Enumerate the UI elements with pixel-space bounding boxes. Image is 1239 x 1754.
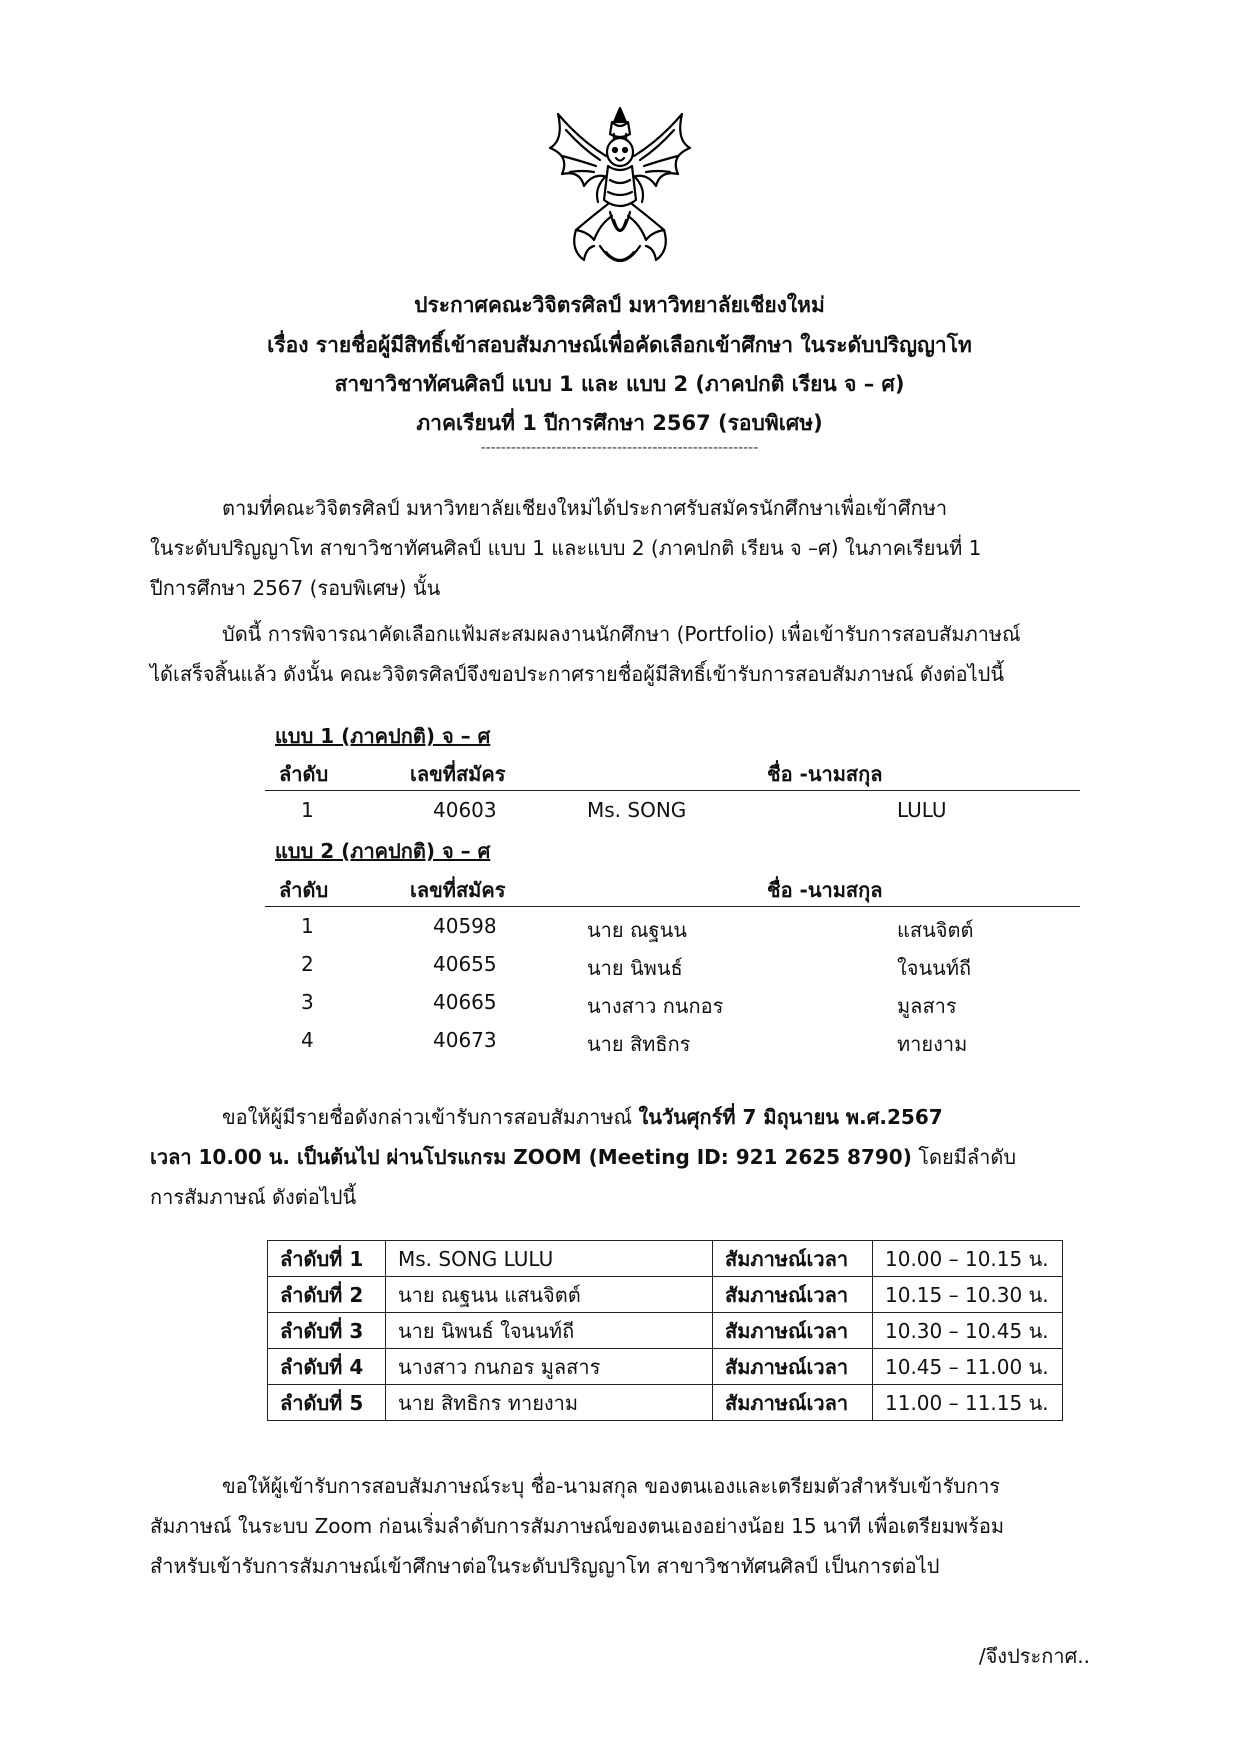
schedule-label: สัมภาษณ์เวลา [713,1313,873,1349]
garuda-emblem-icon [540,100,700,280]
list-item [265,946,1080,984]
schedule-label: สัมภาษณ์เวลา [713,1277,873,1313]
table-row [268,1277,1063,1313]
row-last-name: ใจนนท์ถี [897,956,972,980]
row-first-name: Ms. SONG [587,798,687,822]
row-order: 4 [301,1028,314,1052]
interview-line-2 [150,1137,1090,1177]
interview-line-1-text: ขอให้ผู้มีรายชื่อดังกล่าวเข้ารับการสอบสัมภาษณ์ [222,1105,639,1129]
schedule-time: 11.00 – 11.15 น. [873,1385,1063,1421]
announce-line-2: ได้เสร็จสิ้นแล้ว ดังนั้น คณะวิจิตรศิลป์จึงขอประกาศรายชื่อผู้มีสิทธิ์เข้ารับการสอบสัมภาษณ์ ดังต่อไปนี้ [150,662,1005,686]
schedule-time: 10.15 – 10.30 น. [873,1277,1063,1313]
column-full-name: ชื่อ -นามสกุล [767,762,883,786]
announcement-program: สาขาวิชาทัศนศิลป์ แบบ 1 และ แบบ 2 (ภาคปกติ เรียน จ – ศ) [334,372,905,396]
schedule-time: 10.00 – 10.15 น. [873,1241,1063,1277]
intro-line-1: ตามที่คณะวิจิตรศิลป์ มหาวิทยาลัยเชียงใหม่ได้ประกาศรับสมัครนักศึกษาเพื่อเข้าศึกษา [222,496,948,520]
column-application-no: เลขที่สมัคร [410,762,506,786]
announce-paragraph [150,614,1090,694]
list-item [265,908,1080,946]
column-full-name: ชื่อ -นามสกุล [767,878,883,902]
row-application-no: 40665 [433,990,497,1014]
schedule-name: Ms. SONG LULU [386,1241,713,1277]
schedule-name: นาย นิพนธ์ ใจนนท์ถี [386,1313,713,1349]
schedule-label: สัมภาษณ์เวลา [713,1349,873,1385]
interview-schedule-table [267,1240,1063,1421]
page-continuation: /จึงประกาศ.. [978,1644,1090,1668]
row-application-no: 40598 [433,914,497,938]
announcement-subject: เรื่อง รายชื่อผู้มีสิทธิ์เข้าสอบสัมภาษณ์เพื่อคัดเลือกเข้าศึกษา ในระดับปริญญาโท [267,333,972,357]
row-last-name: มูลสาร [897,994,957,1018]
list-item [265,984,1080,1022]
instructions-paragraph [150,1466,1090,1586]
list-item [265,792,1080,830]
plan1-header-row [265,752,1080,791]
schedule-order: ลำดับที่ 2 [268,1277,386,1313]
row-first-name: นาย นิพนธ์ [587,956,683,980]
schedule-name: นาย สิทธิกร ทายงาม [386,1385,713,1421]
row-last-name: LULU [897,798,947,822]
row-order: 1 [301,914,314,938]
row-order: 3 [301,990,314,1014]
schedule-order: ลำดับที่ 5 [268,1385,386,1421]
intro-line-3: ปีการศึกษา 2567 (รอบพิเศษ) นั้น [150,576,441,600]
instructions-line-1: ขอให้ผู้เข้ารับการสอบสัมภาษณ์ระบุ ชื่อ-นามสกุล ของตนเองและเตรียมตัวสำหรับเข้ารับการ [222,1474,1001,1498]
interview-line-2-text: โดยมีลำดับ [911,1145,1017,1169]
schedule-name: นาย ณฐนน แสนจิตต์ [386,1277,713,1313]
column-order: ลำดับ [279,878,329,902]
schedule-time: 10.30 – 10.45 น. [873,1313,1063,1349]
intro-paragraph [150,488,1090,608]
schedule-order: ลำดับที่ 3 [268,1313,386,1349]
header-divider: ------------------------------------------------------- [480,440,759,456]
column-order: ลำดับ [279,762,329,786]
announcement-title: ประกาศคณะวิจิตรศิลป์ มหาวิทยาลัยเชียงใหม่ [414,293,825,317]
intro-line-2: ในระดับปริญญาโท สาขาวิชาทัศนศิลป์ แบบ 1 และแบบ 2 (ภาคปกติ เรียน จ –ศ) ในภาคเรียนที่ 1 [150,536,982,560]
row-last-name: ทายงาม [897,1032,968,1056]
row-application-no: 40603 [433,798,497,822]
table-row [268,1349,1063,1385]
interview-paragraph [150,1097,1090,1217]
row-application-no: 40673 [433,1028,497,1052]
schedule-label: สัมภาษณ์เวลา [713,1385,873,1421]
interview-time-zoom: เวลา 10.00 น. เป็นต้นไป ผ่านโปรแกรม ZOOM (Meeting ID: 921 2625 8790) [150,1145,912,1169]
schedule-order: ลำดับที่ 1 [268,1241,386,1277]
row-first-name: นางสาว กนกอร [587,994,724,1018]
announcement-semester: ภาคเรียนที่ 1 ปีการศึกษา 2567 (รอบพิเศษ) [416,411,823,435]
instructions-line-2: สัมภาษณ์ ในระบบ Zoom ก่อนเริ่มลำดับการสัมภาษณ์ของตนเองอย่างน้อย 15 นาที เพื่อเตรียมพร้อม [150,1514,1005,1538]
instructions-line-3: สำหรับเข้ารับการสัมภาษณ์เข้าศึกษาต่อในระดับปริญญาโท สาขาวิชาทัศนศิลป์ เป็นการต่อไป [150,1554,940,1578]
row-first-name: นาย สิทธิกร [587,1032,691,1056]
row-last-name: แสนจิตต์ [897,918,974,942]
interview-line-3: การสัมภาษณ์ ดังต่อไปนี้ [150,1185,357,1209]
plan2-header-row [265,868,1080,907]
table-row [268,1385,1063,1421]
schedule-order: ลำดับที่ 4 [268,1349,386,1385]
row-first-name: นาย ณฐนน [587,918,687,942]
row-order: 2 [301,952,314,976]
interview-line-1 [150,1097,1090,1137]
table-row [268,1241,1063,1277]
plan1-title: แบบ 1 (ภาคปกติ) จ – ศ [275,724,491,748]
table-row [268,1313,1063,1349]
column-application-no: เลขที่สมัคร [410,878,506,902]
interview-date: ในวันศุกร์ที่ 7 มิถุนายน พ.ศ.2567 [638,1105,943,1129]
announce-line-1: บัดนี้ การพิจารณาคัดเลือกแฟ้มสะสมผลงานนักศึกษา (Portfolio) เพื่อเข้ารับการสอบสัมภาษณ์ [222,622,1021,646]
row-application-no: 40655 [433,952,497,976]
schedule-time: 10.45 – 11.00 น. [873,1349,1063,1385]
list-item [265,1022,1080,1060]
schedule-name: นางสาว กนกอร มูลสาร [386,1349,713,1385]
schedule-label: สัมภาษณ์เวลา [713,1241,873,1277]
row-order: 1 [301,798,314,822]
plan2-title: แบบ 2 (ภาคปกติ) จ – ศ [275,839,491,863]
